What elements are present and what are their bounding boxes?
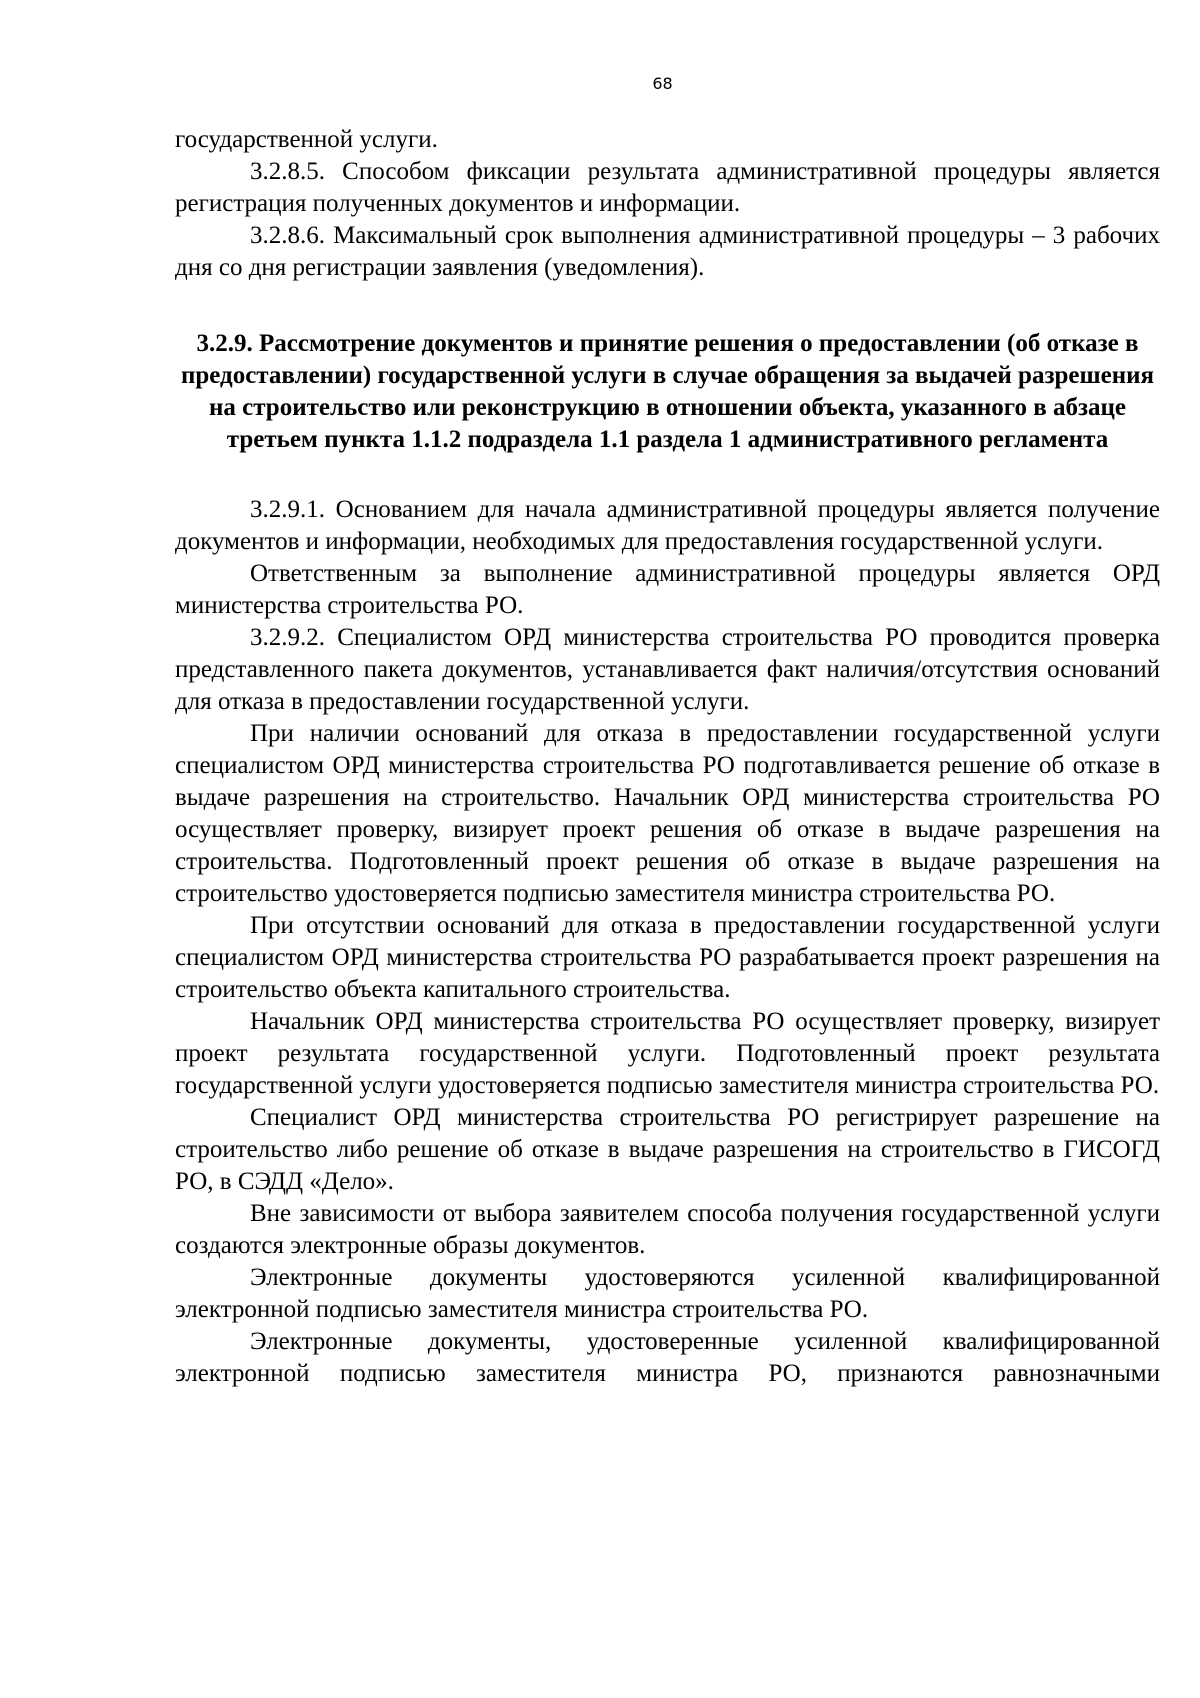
paragraph: Специалист ОРД министерства строительства РО регистрирует разрешение на строительство либо решение об отказе в выдаче разрешения на строительство в ГИСОГД РО, в СЭДД «Дело».: [175, 1104, 1160, 1195]
paragraph: Электронные документы удостоверяются усиленной квалифицированной электронной подписью заместителя министра строительства РО.: [175, 1264, 1160, 1323]
document-body: [175, 124, 1160, 1390]
paragraph: Вне зависимости от выбора заявителем способа получения государственной услуги создаются электронные образы документов.: [175, 1200, 1160, 1259]
section-heading: 3.2.9. Рассмотрение документов и принятие решения о предоставлении (об отказе в предоставлении) государственной услуги в случае обращения за выдачей разрешения на строительство или реконструкцию в отношении объекта, указанного в абзаце третьем пункта 1.1.2 подраздела 1.1 раздела 1 административного регламента: [180, 330, 1155, 453]
page-number: 68: [652, 74, 673, 93]
paragraph: При отсутствии оснований для отказа в предоставлении государственной услуги специалистом ОРД министерства строительства РО разрабатывается проект разрешения на строительство объекта капитального строительства.: [175, 912, 1160, 1003]
paragraph: Электронные документы, удостоверенные усиленной квалифицированной электронной подписью заместителя министра РО, признаются равнозначными: [175, 1328, 1160, 1387]
paragraph: Ответственным за выполнение административной процедуры является ОРД министерства строительства РО.: [175, 560, 1160, 619]
paragraph: 3.2.8.6. Максимальный срок выполнения административной процедуры – 3 рабочих дня со дня регистрации заявления (уведомления).: [175, 222, 1160, 281]
paragraph: При наличии оснований для отказа в предоставлении государственной услуги специалистом ОРД министерства строительства РО подготавливается решение об отказе в выдаче разрешения на строительство. Начальник ОРД министерства строительства РО осуществляет проверку, визирует проект решения об отказе в выдаче разрешения на строительства. Подготовленный проект решения об отказе в выдаче разрешения на строительство удостоверяется подписью заместителя министра строительства РО.: [175, 720, 1160, 907]
paragraph: Начальник ОРД министерства строительства РО осуществляет проверку, визирует проект результата государственной услуги. Подготовленный проект результата государственной услуги удостоверяется подписью заместителя министра строительства РО.: [175, 1008, 1160, 1099]
paragraph: 3.2.9.1. Основанием для начала административной процедуры является получение документов и информации, необходимых для предоставления государственной услуги.: [175, 496, 1160, 555]
paragraph: государственной услуги.: [175, 126, 438, 153]
paragraph: 3.2.9.2. Специалистом ОРД министерства строительства РО проводится проверка представленного пакета документов, устанавливается факт наличия/отсутствия оснований для отказа в предоставлении государственной услуги.: [175, 624, 1160, 715]
paragraph: 3.2.8.5. Способом фиксации результата административной процедуры является регистрация полученных документов и информации.: [175, 158, 1160, 217]
